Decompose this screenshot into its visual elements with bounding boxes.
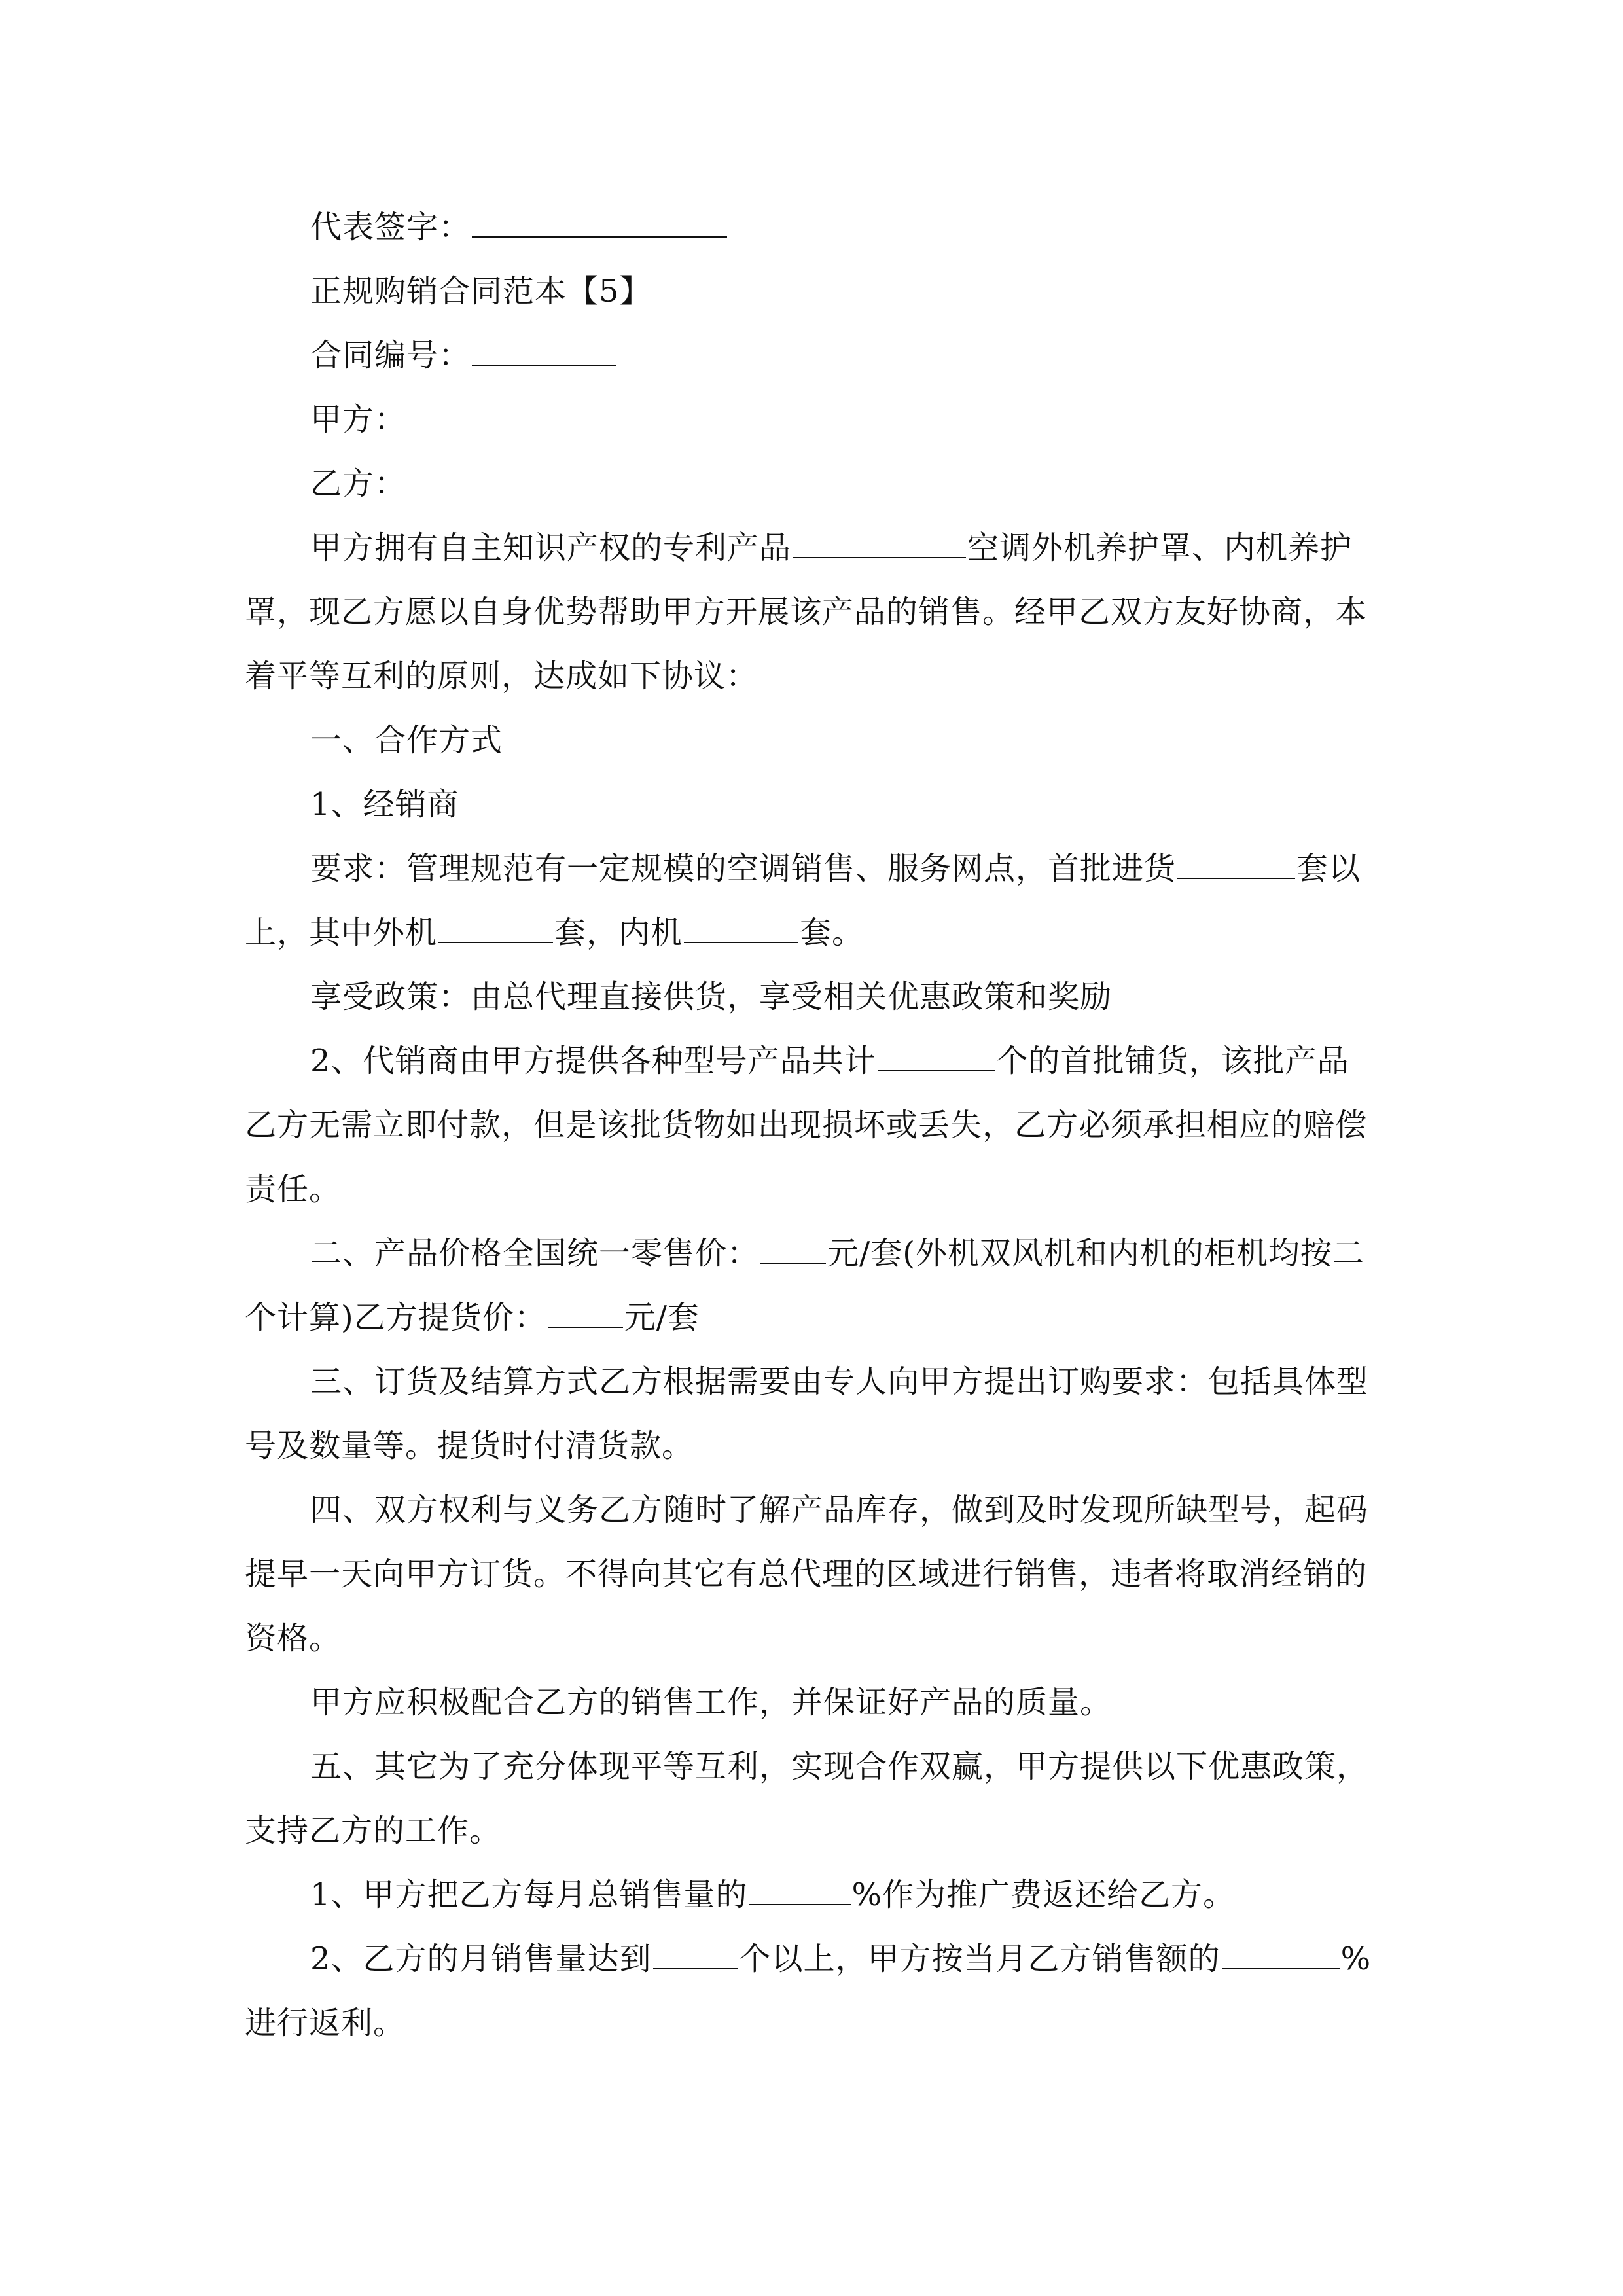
item-text: 套以 [1296,850,1361,887]
item-text: 套。 [800,914,865,951]
contract-number-blank [472,337,616,366]
section-4-line-1 [245,1478,1377,1542]
item-text: 1、经销商 [310,786,459,823]
item-text: 乙方无需立即付款，但是该批货物如出现损坏或丢失，乙方必须承担相应的赔偿 [245,1107,1368,1143]
signature-label: 代表签字： [310,209,471,245]
item-text: 元/套(外机双风机和内机的柜机均按二 [827,1235,1364,1272]
item-text: 个的首批铺货，该批产品 [996,1043,1349,1079]
outdoor-unit-quantity-blank [438,914,553,943]
item-text: 责任。 [245,1171,342,1208]
monthly-sales-threshold-blank [653,1941,738,1969]
item-text: 1、甲方把乙方每月总销售量的 [310,1876,748,1913]
heading-text: 一、合作方式 [310,722,503,759]
rebate-rate-blank [1222,1941,1340,1969]
section-1-item-1 [245,772,1377,836]
section-3-line-2 [245,1414,1377,1478]
intro-line-3 [245,644,1377,708]
item-text: 个以上，甲方按当月乙方销售额的 [739,1941,1221,1977]
section-2-line-2 [245,1285,1377,1350]
intro-line-1 [245,516,1377,580]
section-5-item-2-line-2 [245,1991,1377,2055]
item-text: 2、代销商由甲方提供各种型号产品共计 [310,1043,876,1079]
item-text: 要求：管理规范有一定规模的空调销售、服务网点，首批进货 [310,850,1177,887]
item-text: 2、乙方的月销售量达到 [310,1941,652,1977]
intro-line-2 [245,580,1377,644]
contract-number-label: 合同编号： [310,337,471,374]
item-text: 套，内机 [554,914,683,951]
party-a-line [245,387,1377,452]
section-4-line-3 [245,1606,1377,1670]
product-name-blank [793,529,966,558]
item-text: 五、其它为了充分体现平等互利，实现合作双赢，甲方提供以下优惠政策， [310,1748,1369,1785]
item-text: 三、订货及结算方式乙方根据需要由专人向甲方提出订购要求：包括具体型 [310,1363,1369,1400]
section-1-heading [245,708,1377,772]
item-text: 号及数量等。提货时付清货款。 [245,1427,694,1464]
promotion-rate-blank [749,1876,851,1905]
item-text: 享受政策：由总代理直接供货，享受相关优惠政策和奖励 [310,978,1113,1015]
item-text: 进行返利。 [245,2005,406,2041]
item-text: 四、双方权利与义务乙方随时了解产品库存，做到及时发现所缺型号，起码 [310,1492,1369,1528]
item-text: 个计算)乙方提货价： [245,1299,546,1336]
indoor-unit-quantity-blank [684,914,798,943]
section-1-requirement-line-2 [245,901,1377,965]
item-text: 二、产品价格全国统一零售价： [310,1235,760,1272]
item-text: 支持乙方的工作。 [245,1812,502,1849]
section-3-line-1 [245,1350,1377,1414]
section-5-line-2 [245,1799,1377,1863]
party-b-line [245,452,1377,516]
item-text: % [1340,1941,1372,1977]
signature-line [245,195,1377,259]
first-batch-quantity-blank [1177,850,1295,879]
intro-text: 着平等互利的原则，达成如下协议： [245,658,758,694]
section-5-line-1 [245,1734,1377,1799]
section-5-item-1 [245,1863,1377,1927]
section-5-item-2-line-1 [245,1927,1377,1991]
intro-text: 空调外机养护罩、内机养护 [967,529,1353,566]
item-text: 资格。 [245,1620,342,1657]
pickup-price-blank [548,1299,623,1328]
section-4-line-2 [245,1542,1377,1606]
party-a-label: 甲方： [310,401,407,438]
section-1-policy [245,965,1377,1029]
party-b-label: 乙方： [310,465,407,502]
item-text: 上，其中外机 [245,914,438,951]
intro-text: 甲方拥有自主知识产权的专利产品 [310,529,792,566]
contract-body [245,195,1377,2055]
contract-title-text: 正规购销合同范本【5】 [310,273,652,310]
retail-price-blank [760,1235,826,1264]
contract-number-line [245,323,1377,387]
section-1-item-2-line-3 [245,1157,1377,1221]
item-text: %作为推广费返还给乙方。 [851,1876,1236,1913]
section-1-item-2-line-2 [245,1093,1377,1157]
signature-blank [472,209,727,238]
item-text: 元/套 [624,1299,700,1336]
item-text: 提早一天向甲方订货。不得向其它有总代理的区域进行销售，违者将取消经销的 [245,1556,1368,1592]
item-text: 甲方应积极配合乙方的销售工作，并保证好产品的质量。 [310,1684,1113,1721]
consignment-quantity-blank [878,1043,995,1071]
section-2-line-1 [245,1221,1377,1285]
section-4-line-4 [245,1670,1377,1734]
section-1-requirement-line-1 [245,836,1377,901]
intro-text: 罩，现乙方愿以自身优势帮助甲方开展该产品的销售。经甲乙双方友好协商，本 [245,594,1368,630]
contract-title [245,259,1377,323]
section-1-item-2-line-1 [245,1029,1377,1093]
